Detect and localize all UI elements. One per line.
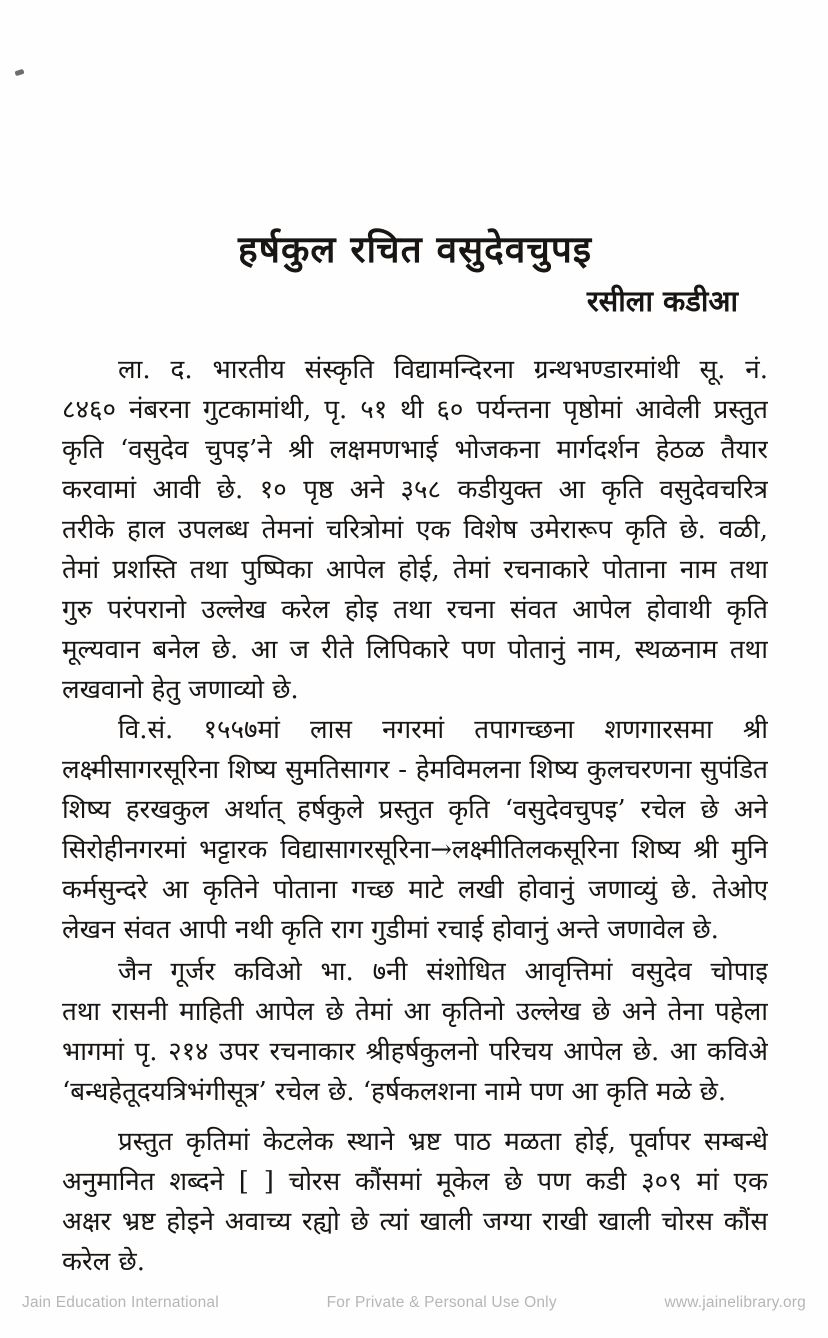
paragraph <box>62 1122 768 1282</box>
scan-speck <box>14 69 24 77</box>
text-line: कर्मसुन्दरे आ कृतिने पोताना गच्छ माटे लखी होवानुं जणाव्युं छे. तेओए <box>62 875 768 905</box>
text-line: तथा रासनी माहिती आपेल छे तेमां आ कृतिनो उल्लेख छे अने तेना पहेला <box>62 997 768 1027</box>
footer-publisher: Jain Education International <box>22 1294 219 1311</box>
text-line: शिष्य हरखकुल अर्थात् हर्षकुले प्रस्तुत कृति ‘वसुदेवचुपइ’ रचेल छे अने <box>62 795 768 825</box>
footer-website: www.jainelibrary.org <box>664 1294 806 1311</box>
text-line: अक्षर भ्रष्ट होइने अवाच्य रह्यो छे त्यां खाली जग्या राखी खाली चोरस कौंस <box>62 1207 768 1237</box>
text-line: ला. द. भारतीय संस्कृति विद्यामन्दिरना ग्रन्थभण्डारमांथी सू. नं. <box>118 355 768 385</box>
footer <box>22 1294 806 1312</box>
page-title: हर्षकुल रचित वसुदेवचुपइ <box>237 227 593 271</box>
paragraph <box>62 710 768 950</box>
text-line: लखवानो हेतु जणाव्यो छे. <box>62 675 299 705</box>
paragraph <box>62 952 768 1112</box>
text-line: लेखन संवत आपी नथी कृति राग गुडीमां रचाई होवानुं अन्ते जणावेल छे. <box>62 915 719 945</box>
text-line: ‘बन्धहेतूदयत्रिभंगीसूत्र’ रचेल छे. ‘हर्षकलशना नामे पण आ कृति मळे छे. <box>62 1077 727 1107</box>
text-line: मूल्यवान बनेल छे. आ ज रीते लिपिकारे पण पोतानुं नाम, स्थळनाम तथा <box>62 635 768 665</box>
footer-usage-note: For Private & Personal Use Only <box>326 1294 557 1311</box>
text-line: भागमां पृ. २१४ उपर रचनाकार श्रीहर्षकुलनो परिचय आपेल छे. आ कविअे <box>62 1037 768 1067</box>
text-line: तरीके हाल उपलब्ध तेमनां चरित्रोमां एक विशेष उमेरारूप कृति छे. वळी, <box>62 515 768 545</box>
text-line: तेमां प्रशस्ति तथा पुष्पिका आपेल होई, तेमां रचनाकारे पोताना नाम तथा <box>62 555 768 585</box>
text-line: वि.सं. १५५७मां लास नगरमां तपागच्छना शणगारसमा श्री <box>118 715 768 745</box>
paragraph <box>62 350 768 710</box>
text-line: गुरु परंपरानो उल्लेख करेल होइ तथा रचना संवत आपेल होवाथी कृति <box>62 595 768 625</box>
author-name: रसीला कडीआ <box>586 284 738 318</box>
text-line: प्रस्तुत कृतिमां केटलेक स्थाने भ्रष्ट पाठ मळता होई, पूर्वापर सम्बन्धे <box>118 1127 768 1157</box>
text-line: जैन गूर्जर कविओ भा. ७नी संशोधित आवृत्तिमां वसुदेव चोपाइ <box>118 957 768 987</box>
text-line: करवामां आवी छे. १० पृष्ठ अने ३५८ कडीयुक्त आ कृति वसुदेवचरित्र <box>62 475 768 505</box>
body-text <box>62 350 768 1282</box>
text-line: अनुमानित शब्दने [ ] चोरस कौंसमां मूकेल छे पण कडी ३०९ मां एक <box>62 1167 768 1197</box>
text-line: कृति ‘वसुदेव चुपइ’ने श्री लक्षमणभाई भोजकना मार्गदर्शन हेठळ तैयार <box>62 435 768 465</box>
text-line: ८४६० नंबरना गुटकामांथी, पृ. ५१ थी ६० पर्यन्तना पृष्ठोमां आवेली प्रस्तुत <box>62 395 768 425</box>
text-line: सिरोहीनगरमां भट्टारक विद्यासागरसूरिना→लक्ष्मीतिलकसूरिना शिष्य श्री मुनि <box>62 835 768 865</box>
text-line: लक्ष्मीसागरसूरिना शिष्य सुमतिसागर - हेमविमलना शिष्य कुलचरणना सुपंडित <box>62 755 768 785</box>
text-line: करेल छे. <box>62 1247 145 1277</box>
